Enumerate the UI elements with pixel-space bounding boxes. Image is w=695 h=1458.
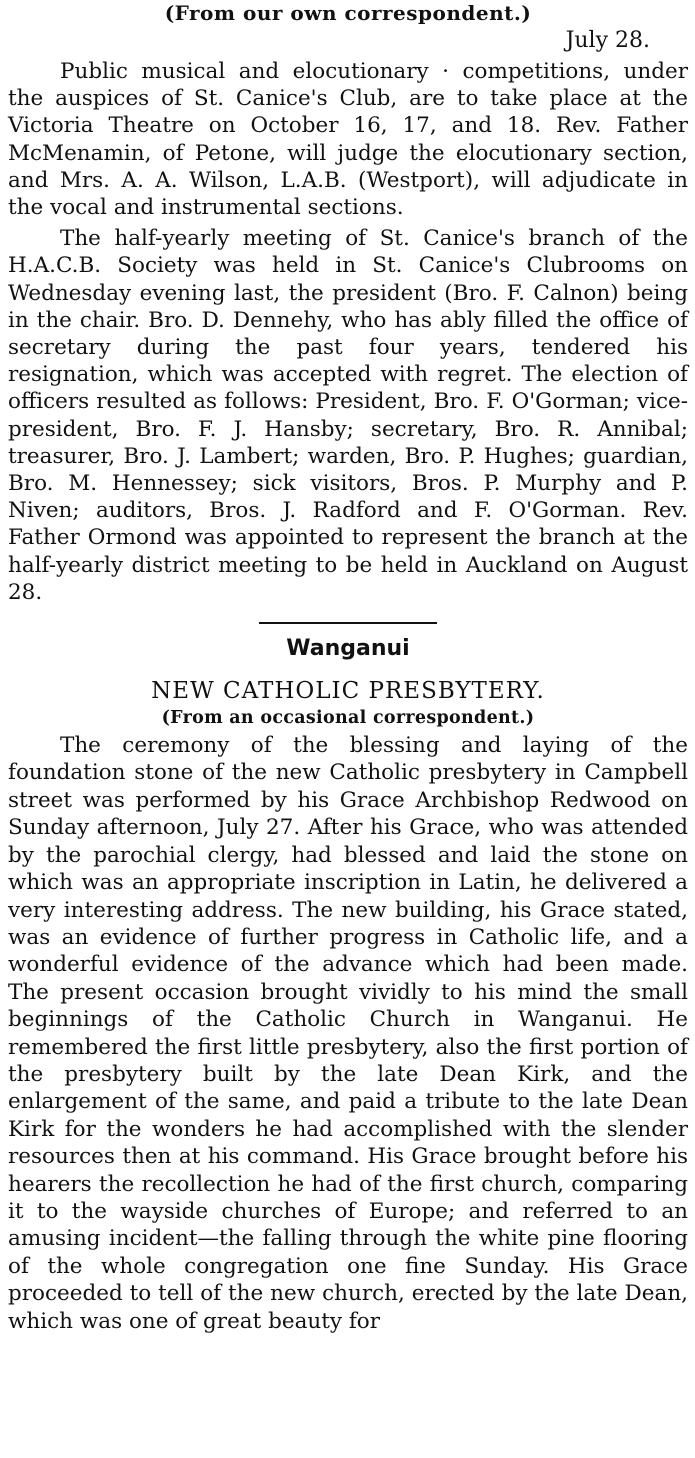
article-title: NEW CATHOLIC PRESBYTERY. <box>151 678 545 705</box>
article-paragraph: The half-yearly meeting of St. Canice's branch of the H.A.C.B. Society was held in St. Canice's Clubrooms on Wednesday evening last, the president (Bro. F. Calnon) being in the chair. Bro. D. Dennehy, who has ably filled the office of secretary during the past four years, tendered his resignation, which was accepted with regret. The election of officers resulted as follows: President, Bro. F. O'Gorman; vice-president, Bro. F. J. Hansby; secretary, Bro. R. Annibal; treasurer, Bro. J. Lambert; warden, Bro. P. Hughes; guardian, Bro. M. Hennessey; sick visitors, Bros. P. Murphy and P. Niven; auditors, Bros. J. Radford and F. O'Gorman. Rev. Father Ormond was appointed to represent the branch at the half-yearly district meeting to be held in Auckland on August 28. <box>8 226 688 605</box>
section-title: Wanganui <box>286 636 410 662</box>
dateline: July 28. <box>565 28 650 53</box>
newspaper-column <box>8 0 688 1335</box>
correspondent-heading: (From an occasional correspondent.) <box>161 708 535 729</box>
correspondent-heading: (From our own correspondent.) <box>164 1 532 25</box>
article-paragraph: The ceremony of the blessing and laying of the foundation stone of the new Catholic presbytery in Campbell street was performed by his Grace Archbishop Redwood on Sunday afternoon, July 27. After his Grace, who was attended by the parochial clergy, had blessed and laid the stone on which was an appropriate inscription in Latin, he delivered a very interesting address. The new building, his Grace stated, was an evidence of further progress in Catholic life, and a wonderful evidence of the advance which had been made. The present occasion brought vividly to his mind the small beginnings of the Catholic Church in Wanganui. He remembered the first little presbytery, also the first portion of the presbytery built by the late Dean Kirk, and the enlargement of the same, and paid a tribute to the late Dean Kirk for the wonders he had accomplished with the slender resources then at his command. His Grace brought before his hearers the recollection he had of the first church, comparing it to the wayside churches of Europe; and referred to an amusing incident—the falling through the white pine flooring of the whole congregation one fine Sunday. His Grace proceeded to tell of the new church, erected by the late Dean, which was one of great beauty for <box>8 733 688 1334</box>
article-paragraph: Public musical and elocutionary · competitions, under the auspices of St. Canice's Club, are to take place at the Victoria Theatre on October 16, 17, and 18. Rev. Father McMenamin, of Petone, will judge the elocutionary section, and Mrs. A. A. Wilson, L.A.B. (Westport), will adjudicate in the vocal and instrumental sections. <box>8 59 688 221</box>
section-divider <box>259 622 437 624</box>
